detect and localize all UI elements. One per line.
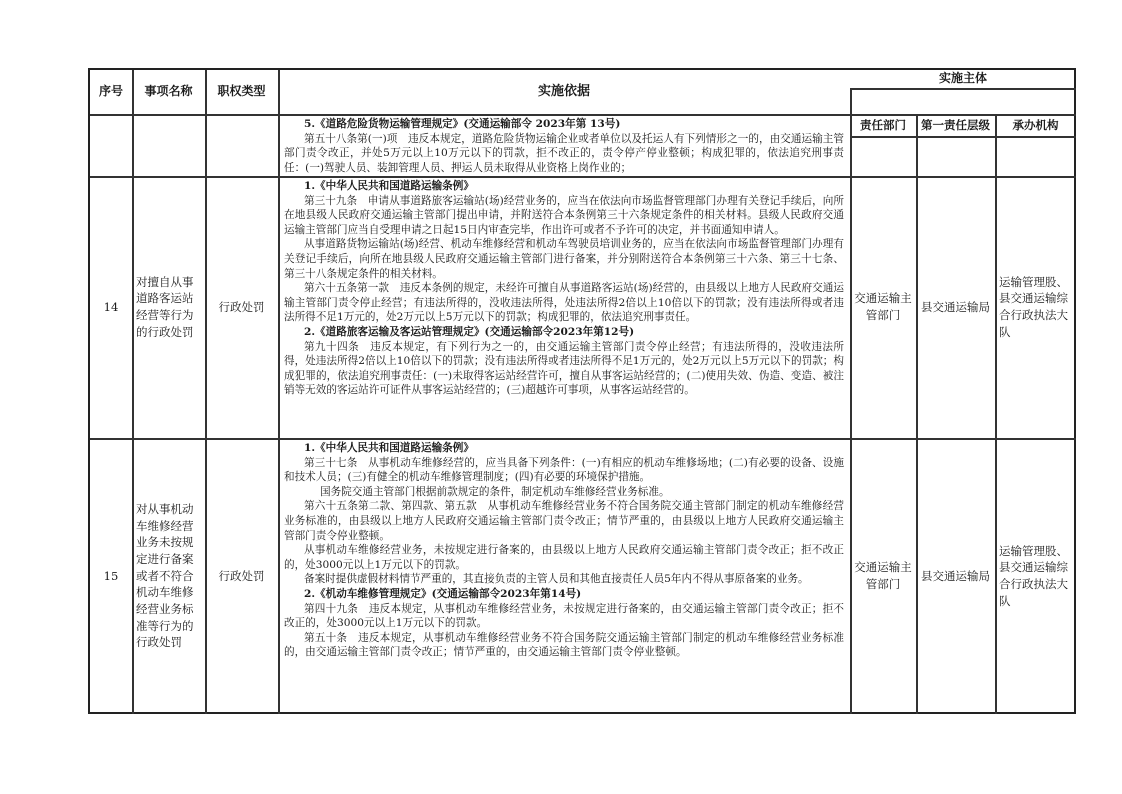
basis-title: 5.《道路危险货物运输管理规定》(交通运输部令 2023年第 13号) [304, 118, 621, 130]
row-14-power-type: 行政处罚 [218, 299, 265, 314]
basis-paragraph: 第三十七条 从事机动车维修经营的，应当具备下列条件：(一)有相应的机动车维修场地；(二)有必要的设备、设施和技术人员；(三)有健全的机动车维修管理制度；(四)有必要的环境保护措施。 [284, 456, 844, 484]
row-15-power-type: 行政处罚 [218, 568, 265, 583]
basis-paragraph: 第五十八条第(一)项 违反本规定，道路危险货物运输企业或者单位以及托运人有下列情形之一的，由交通运输主管部门责令改正，并处5万元以上10万元以下的罚款，拒不改正的，责令停产停业整顿；构成犯罪的，依法追究刑事责任：(一)驾驶人员、装卸管理人员、押运人员未取得从业资格上岗作业的； [284, 132, 844, 174]
header-undertaker: 承办机构 [1012, 117, 1059, 132]
row-14-resp-dept: 交通运输主管部门 [854, 291, 912, 322]
row-15-undertaker: 运输管理股、县交通运输综合行政执法大队 [999, 543, 1068, 608]
row-14-basis [278, 179, 850, 437]
basis-paragraph: 国务院交通主管部门根据前款规定的条件，制定机动车维修经营业务标准。 [320, 485, 670, 498]
row-14-name: 对擅自从事道路客运站经营等行为的行政处罚 [136, 274, 194, 339]
header-seq: 序号 [98, 84, 123, 99]
basis-paragraph: 第三十九条 申请从事道路旅客运输站(场)经营业务的，应当在依法向市场监督管理部门办理有关登记手续后，向所在地县级人民政府交通运输主管部门提出申请，并附送符合本条例第三十六条规定条件的相关材料。县级人民政府交通运输主管部门应当自受理申请之日起15日内审查完毕，作出许可或者不予许可的决定，并书面通知申请人。 [284, 194, 844, 236]
basis-paragraph: 备案时提供虚假材料情节严重的，其直接负责的主管人员和其他直接责任人员5年内不得从事原备案的业务。 [304, 573, 809, 586]
header-subject: 实施主体 [938, 71, 987, 86]
header-basis: 实施依据 [537, 83, 590, 99]
basis-title: 1.《中华人民共和国道路运输条例》 [304, 180, 474, 192]
basis-paragraph: 第四十九条 违反本规定，从事机动车维修经营业务，未按规定进行备案的，由交通运输主管部门责令改正；拒不改正的，处3000元以上1万元以下的罚款。 [284, 602, 844, 630]
row-15-resp-dept: 交通运输主管部门 [854, 560, 912, 591]
basis-paragraph: 第九十四条 违反本规定，有下列行为之一的，由交通运输主管部门责令停止经营；有违法所得的，没收违法所得，处违法所得2倍以上10倍以下的罚款；没有违法所得或者违法所得不足1万元的，处2万元以上5万元以下的罚款；构成犯罪的，依法追究刑事责任：(一)未取得客运站经营许可，擅自从事客运站经营的；(二)使用失效、伪造、变造、被注销等无效的客运站许可证件从事客运站经营的；(三)超越许可事项，从事客运站经营的。 [284, 340, 844, 397]
basis-title: 2.《道路旅客运输及客运站管理规定》(交通运输部令2023年第12号) [304, 325, 635, 338]
header-resp-dept-label: 责任部门 [860, 117, 906, 132]
row-divider [850, 136, 1076, 138]
basis-paragraph: 第六十五条第二款、第四款、第五款 从事机动车维修经营业务不符合国务院交通主管部门制定的机动车维修经营业务标准的，由县级以上地方人民政府交通运输主管部门责令改正；情节严重的，由县级以上地方人民政府交通运输主管部门责令停业整顿。 [284, 500, 844, 542]
basis-title: 1.《中华人民共和国道路运输条例》 [304, 442, 474, 454]
basis-continuation [278, 117, 850, 175]
basis-paragraph: 第六十五条第一款 违反本条例的规定，未经许可擅自从事道路客运站(场)经营的，由县级以上地方人民政府交通运输主管部门责令停止经营；有违法所得的，没收违法所得，处违法所得2倍以上10倍以下的罚款；没有违法所得或者违法所得不足1万元的，处2万元以上5万元以下的罚款；构成犯罪的，依法追究刑事责任。 [284, 282, 844, 324]
basis-title: 2.《机动车维修管理规定》(交通运输部令2023年第14号) [304, 587, 582, 600]
basis-paragraph: 第五十条 违反本规定，从事机动车维修经营业务不符合国务院交通运输主管部门制定的机动车维修经营业务标准的，由交通运输主管部门责令改正；情节严重的，由交通运输主管部门责令停业整顿。 [284, 631, 844, 659]
row-14-undertaker: 运输管理股、县交通运输综合行政执法大队 [999, 274, 1068, 339]
row-15-basis [278, 441, 850, 713]
authority-table [88, 68, 1076, 714]
row-15-seq: 15 [103, 568, 119, 583]
row-15-name: 对从事机动车维修经营业务未按规定进行备案或者不符合机动车维修经营业务标准等行为的行政处罚 [136, 501, 194, 650]
row-14-seq: 14 [103, 299, 119, 314]
header-power-type: 职权类型 [217, 84, 266, 99]
header-item-name: 事项名称 [144, 84, 193, 99]
row-divider [850, 88, 1076, 90]
col-divider [995, 114, 997, 714]
basis-paragraph: 从事机动车维修经营业务，未按规定进行备案的，由县级以上地方人民政府交通运输主管部门责令改正；拒不改正的，处3000元以上1万元以下的罚款。 [284, 544, 844, 571]
basis-paragraph: 从事道路货物运输站(场)经营、机动车维修经营和机动车驾驶员培训业务的，应当在依法向市场监督管理部门办理有关登记手续后，向所在地县级人民政府交通运输主管部门进行备案，并分别附送符合本条例第三十六条、第三十七条、第三十八条规定条件的相关材料。 [284, 238, 844, 280]
col-divider [132, 70, 134, 714]
row-14-first-level: 县交通运输局 [921, 299, 990, 314]
row-15-first-level: 县交通运输局 [921, 568, 990, 583]
header-first-level: 第一责任层级 [921, 117, 990, 132]
